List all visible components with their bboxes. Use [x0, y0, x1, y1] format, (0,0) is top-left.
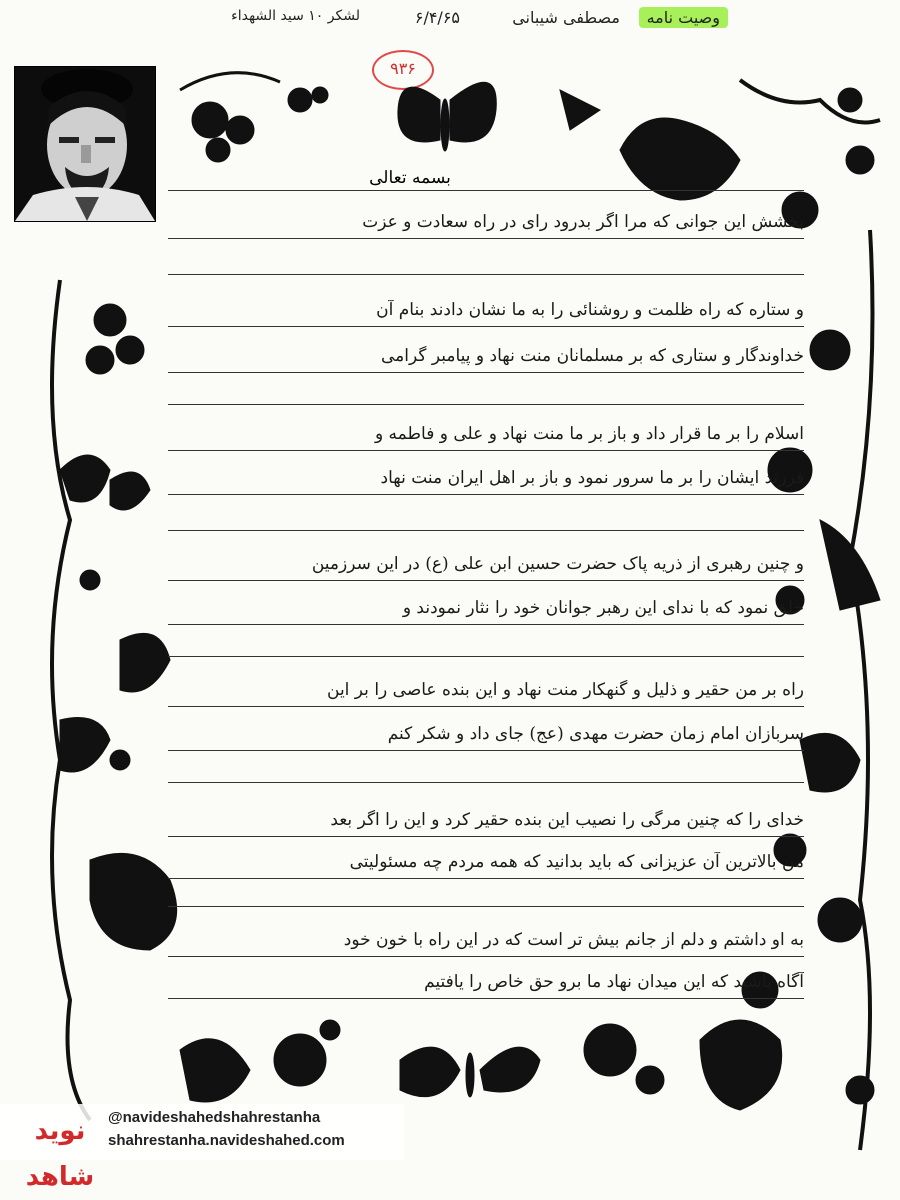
archive-number-stamp: ۹۳۶ — [372, 50, 434, 90]
header-name: مصطفی شیبانی — [512, 8, 620, 27]
ruled-line — [168, 836, 804, 837]
ruled-line — [168, 530, 804, 531]
header-title: وصیت نامه — [639, 8, 728, 27]
letter-line: خداوندگار و ستاری که بر مسلمانان منت نهاد و پیامبر گرامی — [380, 346, 804, 366]
header-extra: لشکر ۱۰ سید الشهداء — [231, 8, 360, 24]
navideshahed-logo: نوید شاهد — [25, 1116, 95, 1192]
letter-line: خدای را که چنین مرگی را نصیب این بنده حقیر کرد و این را اگر بعد — [330, 810, 804, 830]
letter-line: سربازان امام زمان حضرت مهدی (عج) جای داد و شکر کنم — [387, 724, 804, 744]
ruled-line — [168, 404, 804, 405]
letter-line: خلق نمود که با ندای این رهبر جوانان خود را نثار نمودند و — [402, 598, 804, 618]
letter-line: و چنین رهبری از ذریه پاک حضرت حسین ابن علی (ع) در این سرزمین — [311, 554, 804, 574]
ruled-line — [168, 326, 804, 327]
letter-opening: بسمه تعالی — [369, 168, 451, 188]
ruled-line — [168, 656, 804, 657]
ruled-line — [168, 956, 804, 957]
watermark-handle: @navideshahedshahrestanha — [108, 1109, 321, 1126]
ruled-line — [168, 782, 804, 783]
ruled-line — [168, 624, 804, 625]
watermark-url: shahrestanha.navideshahed.com — [108, 1132, 345, 1149]
ruled-line — [168, 998, 804, 999]
watermark-banner — [0, 1104, 404, 1192]
letter-line: راه بر من حقیر و ذلیل و گنهکار منت نهاد و این بنده عاصی را بر این — [327, 680, 804, 700]
ruled-line — [168, 372, 804, 373]
ruled-line — [168, 190, 804, 191]
letter-line: آگاه باشید که این میدان نهاد ما برو حق خاص را یافتیم — [424, 972, 804, 992]
letter-line: اسلام را بر ما قرار داد و باز بر ما منت نهاد و علی و فاطمه و — [374, 424, 804, 444]
ruled-line — [168, 878, 804, 879]
ruled-line — [168, 450, 804, 451]
ruled-line — [168, 706, 804, 707]
ruled-line — [168, 274, 804, 275]
letter-line: من بالاترین آن عزیزانی که باید بدانید که همه مردم چه مسئولیتی — [349, 852, 804, 872]
ruled-line — [168, 494, 804, 495]
letter-line: بخشش این جوانی که مرا اگر بدرود رای در راه سعادت و عزت — [362, 212, 804, 232]
letter-line: و ستاره که راه ظلمت و روشنائی را به ما نشان دادند بنام آن — [376, 300, 804, 320]
ruled-line — [168, 580, 804, 581]
letter-line: به او داشتم و دلم از جانم بیش تر است که در این راه با خون خود — [343, 930, 804, 950]
ruled-line — [168, 750, 804, 751]
header-date: ۶/۴/۶۵ — [414, 8, 460, 27]
ruled-line — [168, 906, 804, 907]
ruled-line — [168, 238, 804, 239]
letter-line: فرزند ایشان را بر ما سرور نمود و باز بر اهل ایران منت نهاد — [380, 468, 804, 488]
